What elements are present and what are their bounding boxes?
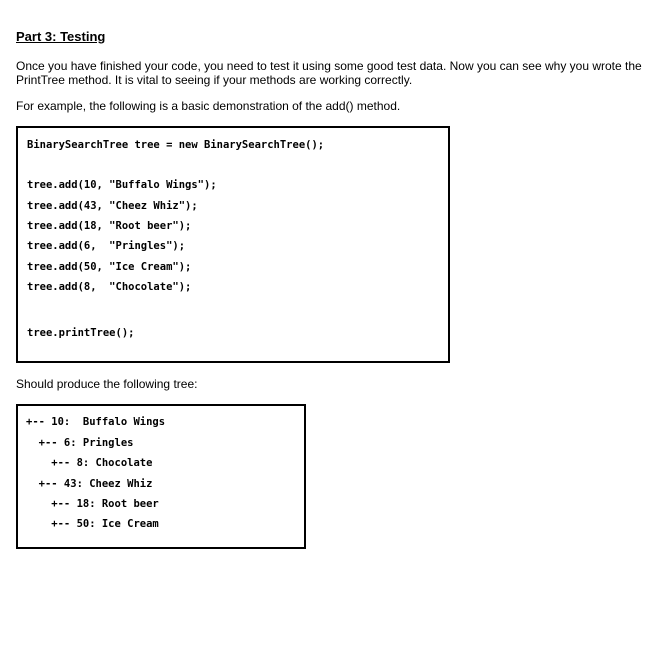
code-line: tree.add(6, "Pringles");: [27, 240, 186, 252]
tree-line: +-- 43: Cheez Whiz: [26, 478, 153, 490]
tree-line: +-- 6: Pringles: [26, 437, 134, 449]
tree-line: +-- 18: Root beer: [26, 498, 159, 510]
code-example-box: [16, 126, 450, 363]
tree-line: +-- 8: Chocolate: [26, 457, 153, 469]
code-line: tree.add(18, "Root beer");: [27, 220, 192, 232]
code-line: tree.add(8, "Chocolate");: [27, 281, 192, 293]
tree-line: +-- 50: Ice Cream: [26, 518, 159, 530]
section-heading: Part 3: Testing: [16, 29, 106, 44]
example-paragraph: For example, the following is a basic demonstration of the add() method.: [16, 99, 401, 113]
result-paragraph: Should produce the following tree:: [16, 377, 198, 391]
intro-paragraph: Once you have finished your code, you need to test it using some good test data. Now you can see why you wrote the PrintTree method. It is vital to seeing if your methods are working correctly.: [16, 59, 642, 87]
tree-output-box: [16, 404, 306, 549]
code-line: BinarySearchTree tree = new BinarySearchTree();: [27, 139, 325, 151]
code-line: tree.add(43, "Cheez Whiz");: [27, 200, 198, 212]
code-line: tree.add(10, "Buffalo Wings");: [27, 179, 217, 191]
code-line: tree.add(50, "Ice Cream");: [27, 261, 192, 273]
tree-line: +-- 10: Buffalo Wings: [26, 416, 166, 428]
code-line: tree.printTree();: [27, 327, 135, 339]
